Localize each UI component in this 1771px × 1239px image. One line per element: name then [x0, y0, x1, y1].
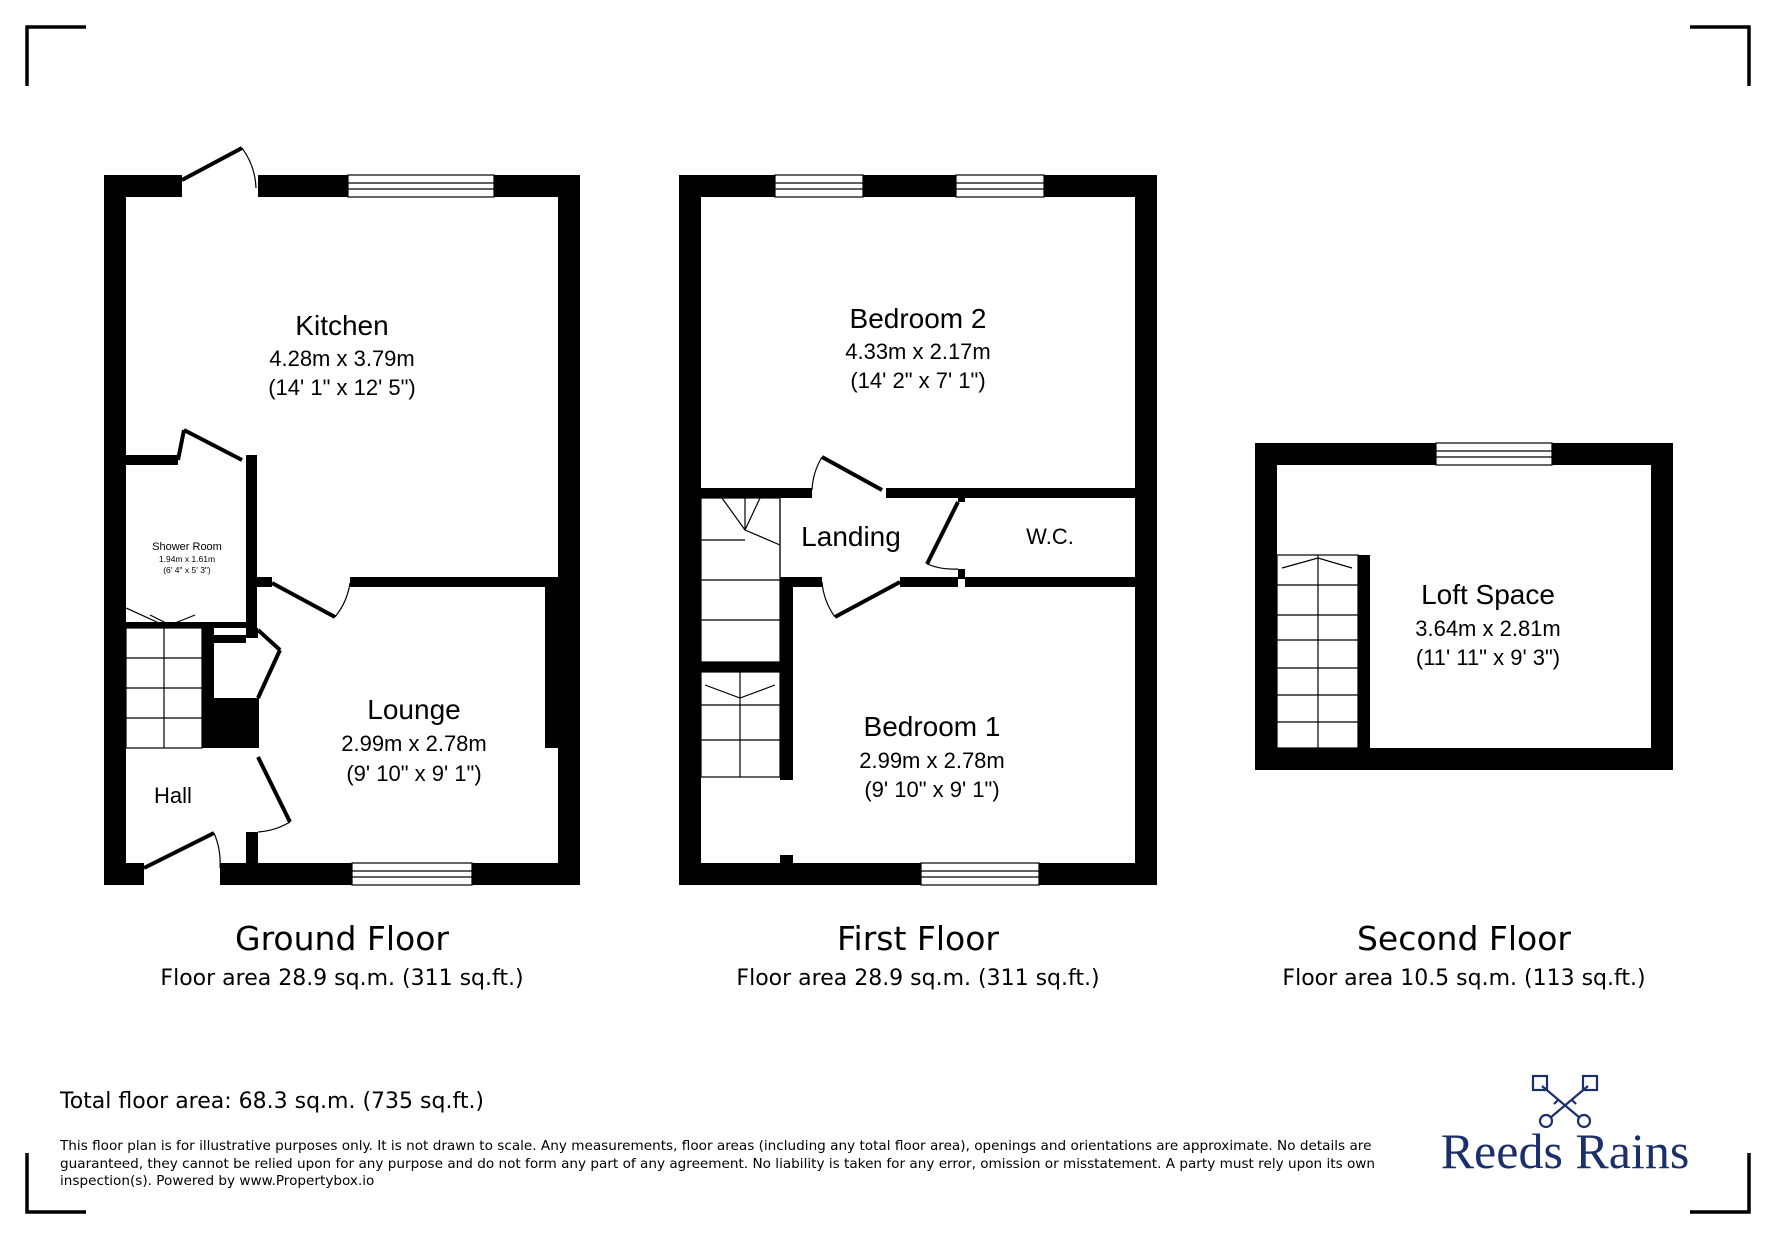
- first-floor-plan: [679, 175, 1157, 885]
- ground-floor-walls: [104, 175, 580, 885]
- room-bedroom-1: [859, 711, 1005, 802]
- room-lounge: [341, 694, 487, 786]
- first-floor-stairs: [701, 498, 780, 777]
- room-name: Bedroom 1: [863, 711, 1001, 742]
- room-dimensions-imperial: (9' 10" x 9' 1"): [864, 777, 1000, 802]
- room-name: Loft Space: [1421, 579, 1555, 610]
- room-wc: [1026, 524, 1074, 549]
- second-floor-windows: [1436, 443, 1552, 465]
- floor-title-second: Second Floor: [1356, 919, 1572, 958]
- floor-title-ground: Ground Floor: [235, 919, 449, 958]
- total-floor-area: Total floor area: 68.3 sq.m. (735 sq.ft.): [60, 1089, 485, 1114]
- room-loft-space: [1415, 579, 1561, 670]
- room-name: Landing: [801, 521, 901, 552]
- ground-floor-plan: [104, 148, 580, 885]
- floor-area-first: Floor area 28.9 sq.m. (311 sq.ft.): [736, 966, 1100, 991]
- room-dimensions-metric: 1.94m x 1.61m: [158, 554, 216, 564]
- room-kitchen: [268, 310, 416, 400]
- room-dimensions-metric: 2.99m x 2.78m: [859, 748, 1005, 773]
- brand-name: Reeds Rains: [1440, 1123, 1690, 1179]
- room-dimensions-imperial: (6' 4" x 5' 3"): [163, 565, 211, 575]
- room-dimensions-imperial: (14' 1" x 12' 5"): [268, 375, 416, 400]
- brand-logo: [1430, 1070, 1700, 1180]
- room-name: Kitchen: [295, 310, 389, 341]
- room-dimensions-metric: 3.64m x 2.81m: [1415, 616, 1561, 641]
- room-name: Lounge: [367, 694, 461, 725]
- room-dimensions-imperial: (14' 2" x 7' 1"): [850, 368, 986, 393]
- floor-title-first: First Floor: [836, 919, 1000, 958]
- floor-area-ground: Floor area 28.9 sq.m. (311 sq.ft.): [160, 966, 524, 991]
- room-dimensions-imperial: (9' 10" x 9' 1"): [346, 761, 482, 786]
- room-dimensions-imperial: (11' 11" x 9' 3"): [1415, 645, 1561, 670]
- room-landing: [801, 521, 901, 552]
- ground-floor-stairs: [126, 608, 202, 748]
- room-dimensions-metric: 2.99m x 2.78m: [341, 731, 487, 756]
- room-name: Bedroom 2: [849, 303, 987, 334]
- room-hall: [154, 783, 192, 808]
- room-name: Hall: [154, 783, 192, 808]
- second-floor-plan: [1255, 443, 1673, 770]
- room-name: W.C.: [1026, 524, 1074, 549]
- room-shower-room: [152, 541, 222, 575]
- crossed-keys-icon: [1430, 1070, 1700, 1130]
- room-name: Shower Room: [152, 541, 222, 553]
- room-dimensions-metric: 4.33m x 2.17m: [845, 339, 991, 364]
- disclaimer-text: This floor plan is for illustrative purposes only. It is not drawn to scale. Any measurements, floor areas (including any total floor area), openings and orientations are approximate. No details are guaranteed, they cannot be relied upon for any purpose and do not form any part of any agreement. No liability is taken for any error, omission or misstatement. A party must rely upon its own inspection(s). Powered by www.Propertybox.io: [60, 1138, 1376, 1189]
- floor-captions: [160, 919, 1645, 991]
- room-bedroom-2: [845, 303, 991, 393]
- room-dimensions-metric: 4.28m x 3.79m: [269, 346, 415, 371]
- floor-area-second: Floor area 10.5 sq.m. (113 sq.ft.): [1282, 966, 1646, 991]
- second-floor-stairs: [1277, 555, 1358, 748]
